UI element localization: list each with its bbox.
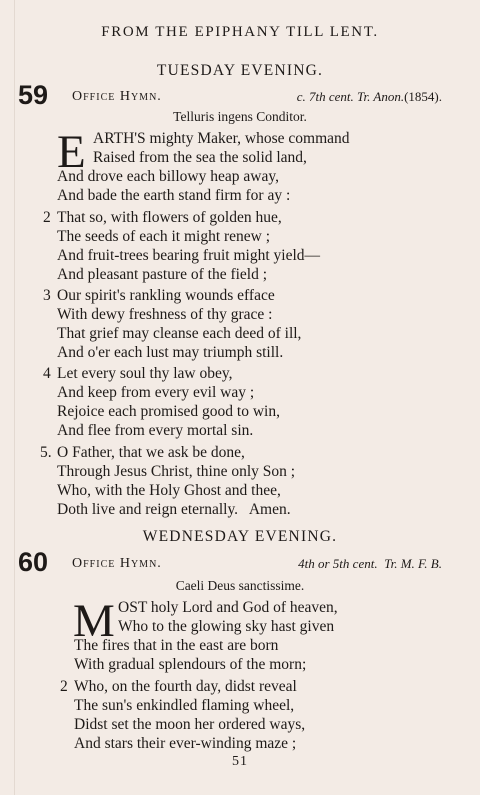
hymn-60-v2-l4: And stars their ever-winding maze ;	[74, 735, 297, 752]
hymn-60-day-heading: WEDNESDAY EVENING.	[142, 528, 338, 545]
hymn-59-v5-l3: Who, with the Holy Ghost and thee,	[57, 482, 281, 499]
hymn-59-verse-4-number: 4	[43, 365, 51, 382]
hymn-60-drop-cap: M	[73, 595, 115, 647]
hymn-59-v2-l2: The seeds of each it might renew ;	[57, 228, 271, 245]
hymn-59-day-heading: TUESDAY EVENING.	[156, 62, 324, 79]
hymn-59-office-label: Office Hymn.	[72, 89, 162, 104]
hymn-59-v2-l4: And pleasant pasture of the field ;	[57, 266, 268, 283]
hymn-59-v3-l4: And o'er each lust may triumph still.	[57, 344, 284, 361]
hymn-59-v3-l3: That grief may cleanse each deed of ill,	[57, 325, 302, 342]
page-number: 51	[232, 754, 248, 769]
hymn-59-latin-incipit: Telluris ingens Conditor.	[173, 109, 307, 124]
hymn-60-v1-l1: OST holy Lord and God of heaven,	[118, 599, 338, 616]
hymn-59-v4-l3: Rejoice each promised good to win,	[57, 403, 280, 420]
hymn-60-v1-l3: The fires that in the east are born	[74, 637, 279, 654]
hymn-59-source: c. 7th cent. Tr. Anon.	[296, 89, 405, 104]
hymn-59-number: 59	[18, 80, 49, 110]
hymn-59-v3-l2: With dewy freshness of thy grace :	[57, 306, 273, 323]
hymn-59-v4-l2: And keep from every evil way ;	[57, 384, 255, 401]
hymn-60-office-label: Office Hymn.	[72, 556, 162, 571]
hymn-59-v2-l1: That so, with flowers of golden hue,	[57, 209, 282, 226]
hymn-60-attribution: 4th or 5th cent. Tr. M. F. B.	[298, 556, 442, 571]
hymn-59-year: (1854).	[404, 89, 442, 104]
hymn-59-v4-l1: Let every soul thy law obey,	[57, 365, 233, 382]
hymn-60-v2-l3: Didst set the moon her ordered ways,	[74, 716, 306, 733]
hymn-59-verse-2-number: 2	[43, 209, 51, 226]
hymn-60-v1-l4: With gradual splendours of the morn;	[74, 656, 307, 673]
hymn-59-v5-l1: O Father, that we ask be done,	[57, 444, 245, 461]
hymn-59-attribution	[297, 89, 442, 105]
hymn-59-v5-l4: Doth live and reign eternally. Amen.	[57, 501, 291, 518]
hymn-59-v2-l3: And fruit-trees bearing fruit might yield—	[57, 247, 321, 264]
hymn-60-number: 60	[18, 547, 49, 577]
hymn-59-v3-l1: Our spirit's rankling wounds efface	[57, 287, 275, 304]
hymn-59-verse-3-number: 3	[43, 287, 51, 304]
hymn-59-v1-l3: And drove each billowy heap away,	[57, 168, 279, 185]
hymn-59-v5-l2: Through Jesus Christ, thine only Son ;	[57, 463, 296, 480]
hymn-59-v1-l4: And bade the earth stand firm for ay :	[57, 187, 291, 204]
hymn-59-v4-l4: And flee from every mortal sin.	[57, 422, 254, 439]
hymn-60-v2-l2: The sun's enkindled flaming wheel,	[74, 697, 295, 714]
hymn-59-v1-l1: ARTH'S mighty Maker, whose command	[93, 130, 350, 147]
hymn-59-verse-5-number: 5.	[40, 444, 52, 461]
hymn-60-verse-2-number: 2	[60, 678, 68, 695]
hymn-59-drop-cap: E	[57, 126, 86, 178]
hymn-60-latin-incipit: Caeli Deus sanctissime.	[175, 578, 305, 593]
running-head: FROM THE EPIPHANY TILL LENT.	[101, 24, 379, 40]
hymn-60-v1-l2: Who to the glowing sky hast given	[118, 618, 335, 635]
hymn-60-v2-l1: Who, on the fourth day, didst reveal	[74, 678, 297, 695]
hymn-59-v1-l2: Raised from the sea the solid land,	[93, 149, 307, 166]
